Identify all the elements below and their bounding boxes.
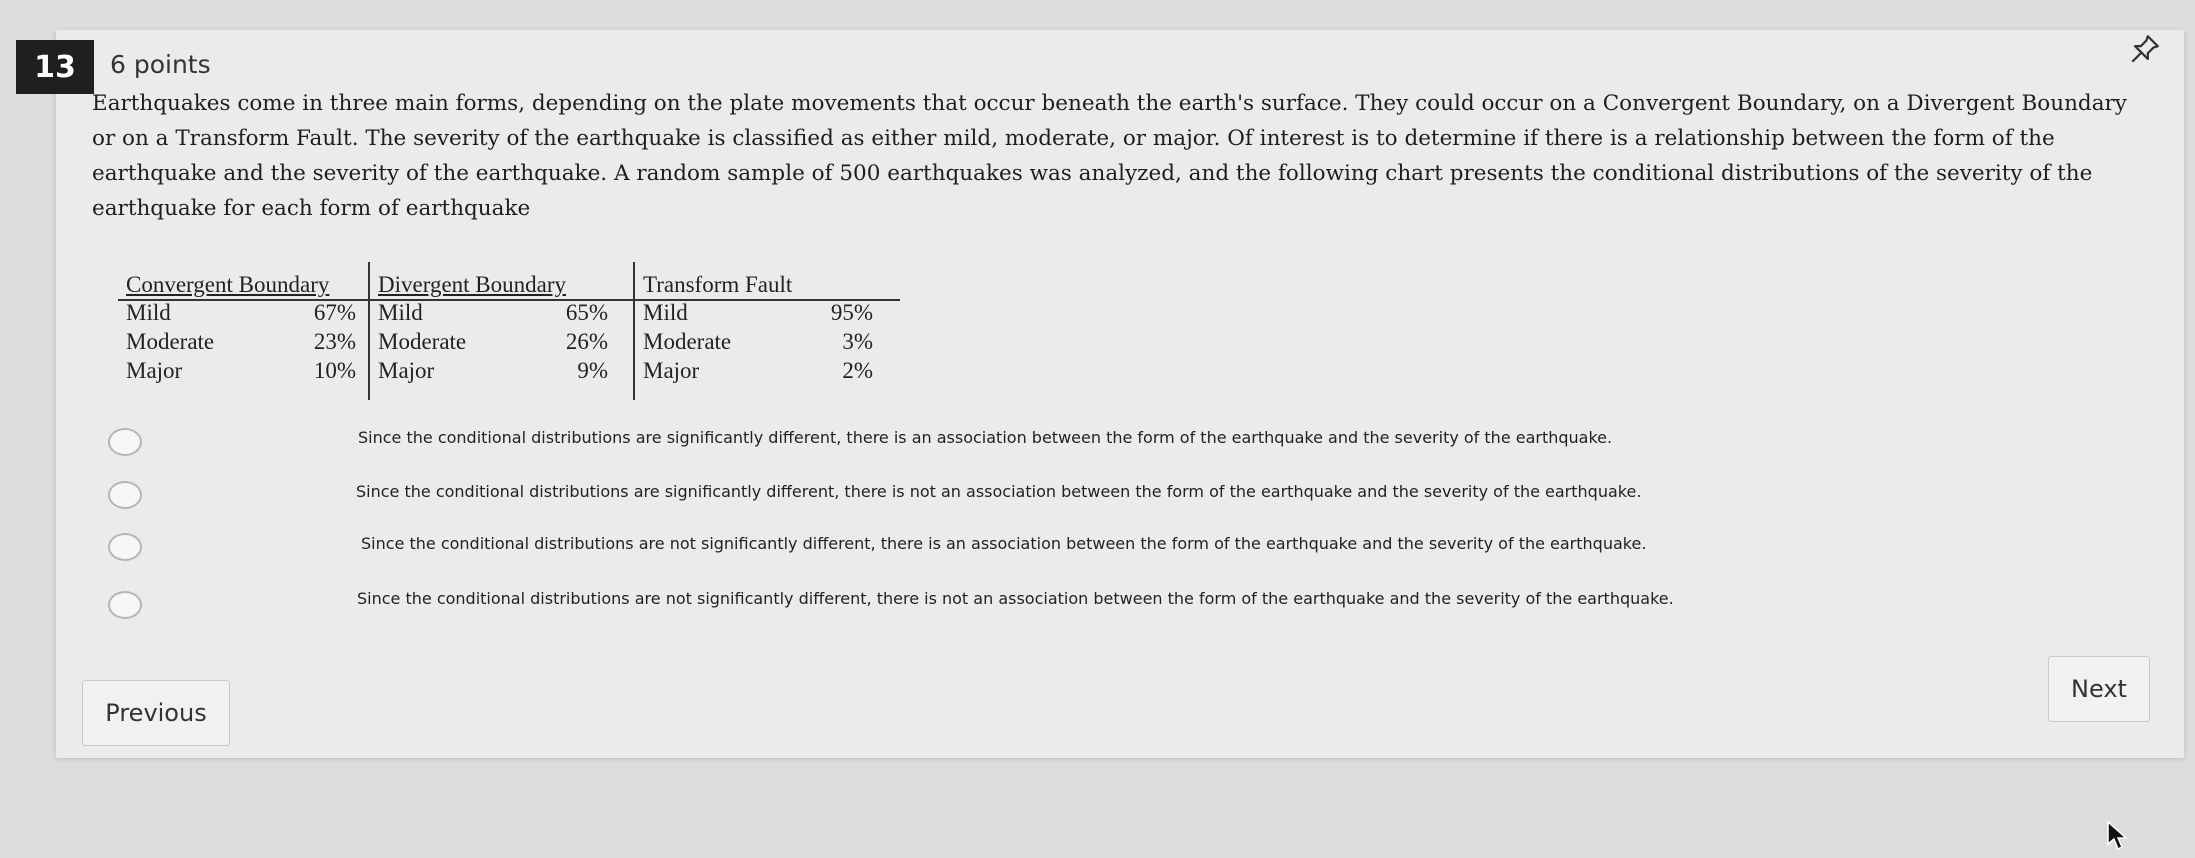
table-row	[126, 329, 366, 357]
table-cell: 67%	[313, 300, 356, 325]
table-row	[643, 358, 883, 386]
question-number: 13	[16, 40, 94, 94]
table-row	[378, 358, 618, 386]
table-cell: 26%	[565, 329, 608, 354]
table-row	[378, 300, 618, 328]
conditional-distribution-table	[118, 262, 898, 400]
table-cell: 2%	[842, 358, 873, 383]
table-cell: 95%	[830, 300, 873, 325]
table-cell: Mild	[126, 300, 171, 325]
table-cell: 65%	[565, 300, 608, 325]
table-cell: 23%	[313, 329, 356, 354]
pin-icon[interactable]	[2128, 32, 2162, 66]
table-header: Transform Fault	[643, 272, 793, 297]
question-stem: Earthquakes come in three main forms, depending on the plate movements that occur beneath the earth's surface. They could occur on a Convergent Boundary, on a Divergent Boundary or on a Transform Fault. The severity of the earthquake is classified as either mild, moderate, or major. Of interest is to determine if there is a relationship between the form of the earthquake and the severity of the earthquake. A random sample of 500 earthquakes was analyzed, and the following chart presents the conditional distributions of the severity of the earthquake for each form of earthquake	[92, 91, 2127, 221]
table-cell: Major	[643, 358, 700, 383]
answer-option-4-label[interactable]: Since the conditional distributions are not significantly different, there is not an association between the form of the earthquake and the severity of the earthquake.	[357, 589, 1674, 608]
radio-option-2[interactable]	[108, 481, 142, 509]
table-cell: 9%	[577, 358, 608, 383]
radio-option-1[interactable]	[108, 428, 142, 456]
question-points: 6 points	[110, 50, 211, 79]
table-column-convergent	[118, 262, 383, 400]
table-row	[126, 358, 366, 386]
previous-button[interactable]: Previous	[82, 680, 230, 746]
table-row	[126, 300, 366, 328]
table-cell: Major	[126, 358, 183, 383]
answer-option-1-label[interactable]: Since the conditional distributions are significantly different, there is an association between the form of the earthquake and the severity of the earthquake.	[358, 428, 1613, 447]
table-cell: Moderate	[126, 329, 215, 354]
table-cell: Mild	[643, 300, 688, 325]
answer-option-3-label[interactable]: Since the conditional distributions are not significantly different, there is an association between the form of the earthquake and the severity of the earthquake.	[361, 534, 1647, 553]
radio-option-3[interactable]	[108, 533, 142, 561]
table-row	[378, 329, 618, 357]
next-button[interactable]: Next	[2048, 656, 2150, 722]
table-row	[643, 300, 883, 328]
table-column-transform	[633, 262, 900, 400]
table-column-divergent	[368, 262, 635, 400]
table-cell: Mild	[378, 300, 423, 325]
table-cell: 10%	[313, 358, 356, 383]
answer-option-2-label[interactable]: Since the conditional distributions are significantly different, there is not an association between the form of the earthquake and the severity of the earthquake.	[356, 482, 1642, 501]
table-cell: Moderate	[643, 329, 732, 354]
table-cell: Moderate	[378, 329, 467, 354]
table-row	[643, 329, 883, 357]
table-cell: 3%	[842, 329, 873, 354]
table-header: Convergent Boundary	[126, 272, 330, 297]
mouse-cursor-icon	[2106, 820, 2128, 852]
table-header: Divergent Boundary	[378, 272, 567, 297]
table-cell: Major	[378, 358, 435, 383]
radio-option-4[interactable]	[108, 591, 142, 619]
